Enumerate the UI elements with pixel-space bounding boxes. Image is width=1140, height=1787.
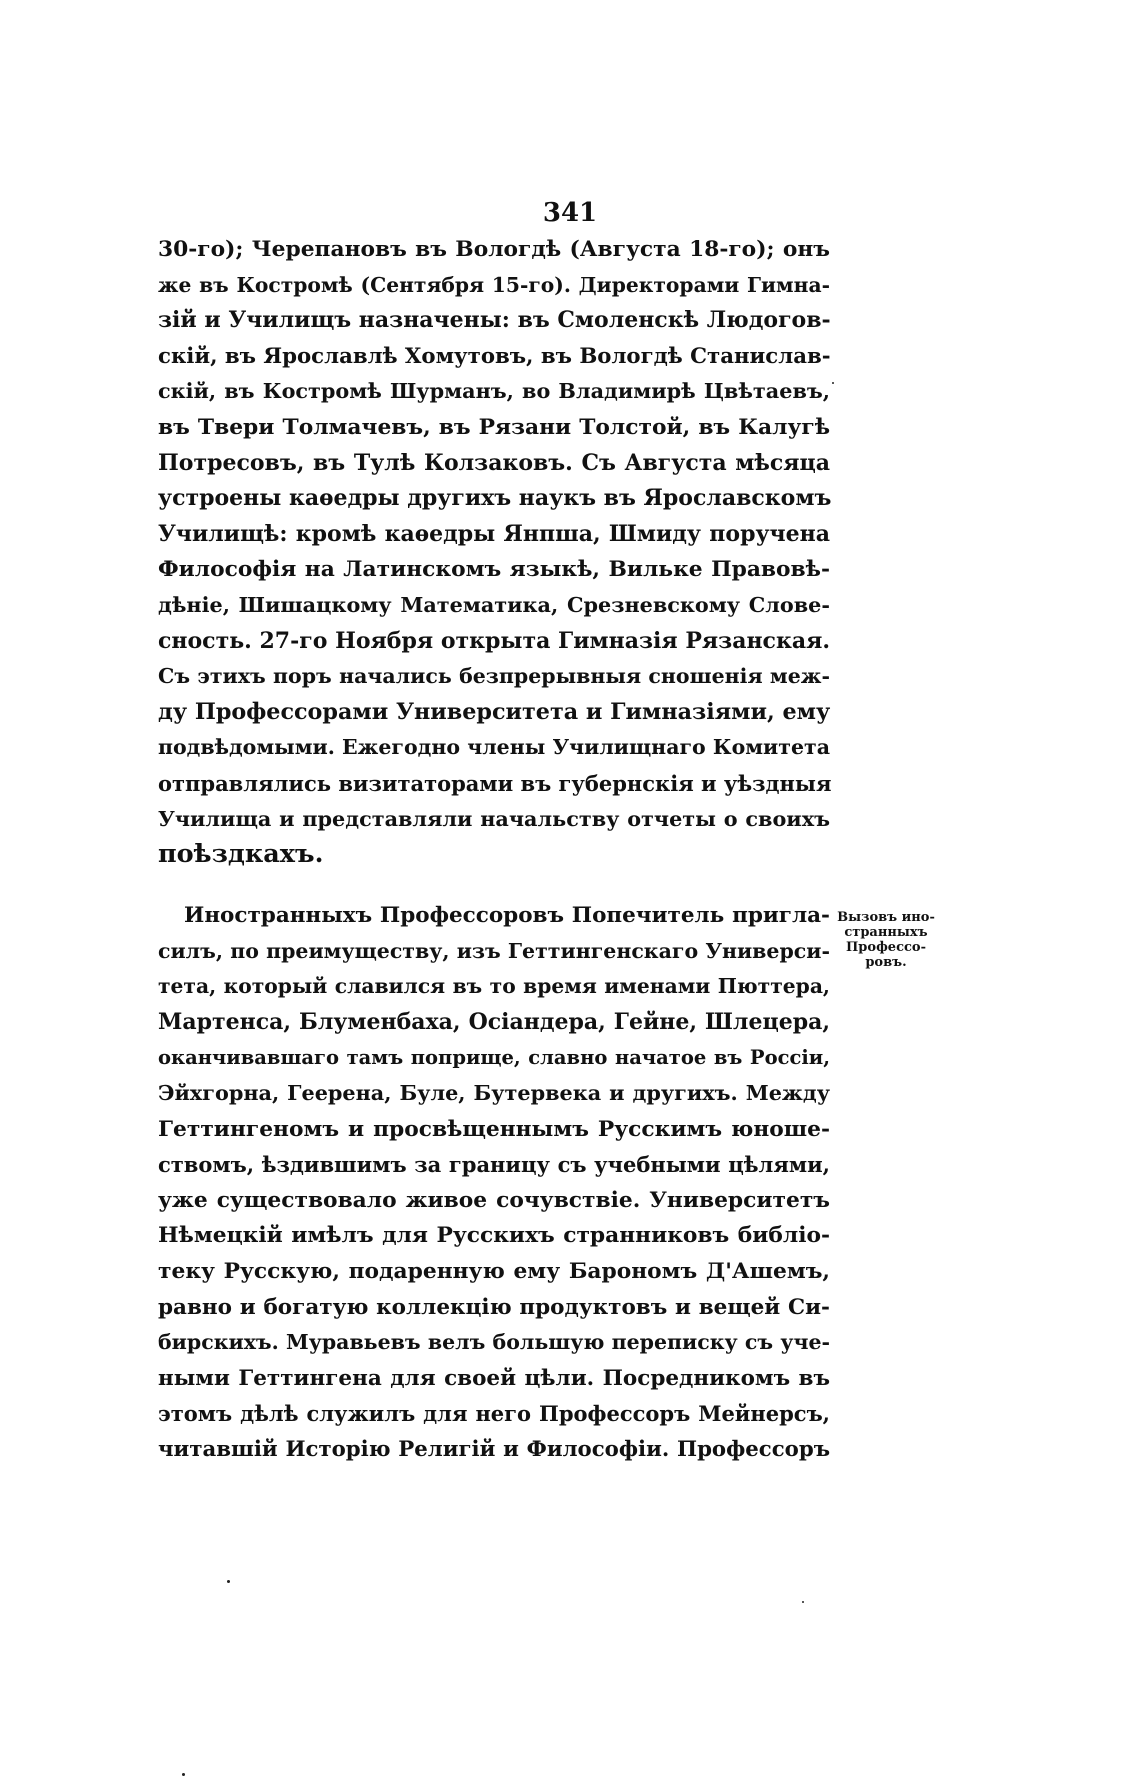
print-speck <box>227 1580 230 1583</box>
text-line: скій, въ Костромѣ Шурманъ, во Владимирѣ Цвѣтаевъ, <box>158 379 830 404</box>
text-line: уже существовало живое сочувствіе. Университетъ <box>158 1187 830 1213</box>
text-line: равно и богатую коллекцію продуктовъ и вещей Си- <box>158 1294 830 1320</box>
text-line: теку Русскую, подаренную ему Барономъ Д'Ашемъ, <box>158 1258 830 1284</box>
marginal-note-line: Вызовъ ино- <box>837 910 935 925</box>
text-line: этомъ дѣлѣ служилъ для него Профессоръ Мейнерсъ, <box>158 1401 830 1427</box>
paragraph-1 <box>158 232 830 873</box>
print-speck <box>802 1601 804 1603</box>
text-line: ствомъ, ѣздившимъ за границу съ учебными цѣлями, <box>158 1152 830 1178</box>
text-line: Мартенса, Блуменбаха, Осіандера, Гейне, Шлецера, <box>158 1008 830 1035</box>
text-line: Потресовъ, въ Тулѣ Колзаковъ. Съ Августа мѣсяца <box>158 449 830 476</box>
text-line: читавшій Исторію Религій и Философіи. Профессоръ <box>158 1436 830 1462</box>
text-line: Училищѣ: кромѣ каѳедры Янпша, Шмиду поручена <box>158 520 830 547</box>
text-line: устроены каѳедры другихъ наукъ въ Ярославскомъ <box>158 485 832 512</box>
text-line: Училища и представляли начальству отчеты о своихъ <box>158 806 830 831</box>
text-line: зій и Училищъ назначены: въ Смоленскѣ Людогов- <box>158 307 831 334</box>
marginal-note <box>836 910 936 970</box>
paragraph-2 <box>158 898 830 1468</box>
text-line: отправлялись визитаторами въ губернскія и уѣздныя <box>158 770 832 796</box>
marginal-note-line: ровъ. <box>865 955 907 970</box>
text-line: Иностранныхъ Профессоровъ Попечитель пригла- <box>184 903 830 928</box>
text-line: дѣніе, Шишацкому Математика, Срезневскому Слове- <box>158 592 830 617</box>
print-speck <box>182 1773 185 1776</box>
text-line: подвѣдомыми. Ежегодно члены Училищнаго Комитета <box>158 735 830 760</box>
text-line: же въ Костромѣ (Сентября 15-го). Директорами Гимна- <box>158 272 830 297</box>
text-line: сность. 27-го Ноября открыта Гимназія Рязанская. <box>158 627 830 654</box>
marginal-note-line: Профессо- <box>846 940 926 955</box>
text-line: поѣздкахъ. <box>158 839 324 870</box>
marginal-note-line: странныхъ <box>844 925 928 940</box>
text-line: Философія на Латинскомъ языкѣ, Вильке Правовѣ- <box>158 557 830 583</box>
text-line: скій, въ Ярославлѣ Хомутовъ, въ Вологдѣ Станислав- <box>158 343 831 369</box>
text-line: ду Профессорами Университета и Гимназіями, ему <box>158 698 831 725</box>
page-number: 341 <box>542 198 598 228</box>
text-line: оканчивавшаго тамъ поприще, славно начатое въ Россіи, <box>158 1046 830 1070</box>
text-line: Эйхгорна, Геерена, Буле, Бутервека и другихъ. Между <box>158 1080 830 1105</box>
print-speck <box>832 382 834 384</box>
text-line: 30-го); Черепановъ въ Вологдѣ (Августа 18-го); онъ <box>158 237 830 262</box>
text-line: силъ, по преимуществу, изъ Геттингенскаго Универси- <box>158 938 830 963</box>
text-line: въ Твери Толмачевъ, въ Рязани Толстой, въ Калугѣ <box>158 414 830 440</box>
text-line: ными Геттингена для своей цѣли. Посредникомъ въ <box>158 1365 830 1391</box>
text-line: тета, который славился въ то время именами Пюттера, <box>158 974 830 999</box>
text-line: Нѣмецкій имѣлъ для Русскихъ странниковъ библіо- <box>158 1223 830 1249</box>
text-line: Съ этихъ поръ начались безпрерывныя сношенія меж- <box>158 664 830 689</box>
text-line: бирскихъ. Муравьевъ велъ большую переписку съ уче- <box>158 1330 830 1355</box>
text-line: Геттингеномъ и просвѣщеннымъ Русскимъ юноше- <box>158 1116 830 1142</box>
